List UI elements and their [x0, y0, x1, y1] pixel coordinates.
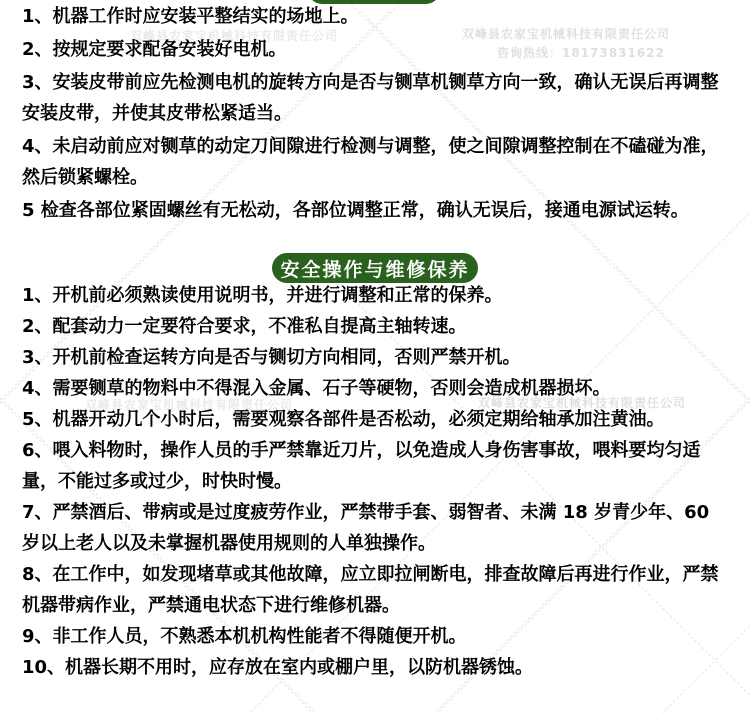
instruction-item: 9、非工作人员，不熟悉本机机构性能者不得随便开机。 — [22, 626, 467, 647]
instruction-item: 5 检查各部位紧固螺丝有无松动，各部位调整正常，确认无误后，接通电源试运转。 — [22, 200, 689, 221]
instruction-item: 1、机器工作时应安装平整结实的场地上。 — [22, 6, 359, 27]
instruction-item: 3、安装皮带前应先检测电机的旋转方向是否与铡草机铡草方向一致，确认无误后再调整安装皮带，并使其皮带松紧适当。 — [22, 72, 719, 124]
instruction-item: 1、开机前必须熟读使用说明书，并进行调整和正常的保养。 — [22, 285, 503, 306]
watermark-company-name: 双峰县农家宝机械科技有限责任公司 — [462, 27, 671, 41]
instruction-item: 4、未启动前应对铡草的动定刀间隙进行检测与调整，使之间隙调整控制在不磕碰为准，然后锁紧螺栓。 — [22, 136, 719, 188]
watermark-company-name: 双峰县农家宝机械科技有限责任公司 — [478, 396, 687, 410]
instruction-item: 6、喂入料物时，操作人员的手严禁靠近刀片，以免造成人身伤害事故，喂料要均匀适量，不能过多或过少，时快时慢。 — [22, 440, 701, 492]
instruction-item: 5、机器开动几个小时后，需要观察各部件是否松动，必须定期给轴承加注黄油。 — [22, 409, 665, 430]
watermark-hotline: 咨询热线：18173831622 — [497, 46, 665, 60]
instruction-item: 4、需要铡草的物料中不得混入金属、石子等硬物，否则会造成机器损坏。 — [22, 378, 611, 399]
instruction-item: 10、机器长期不用时，应存放在室内或棚户里，以防机器锈蚀。 — [22, 657, 534, 678]
safety-maintenance-list — [22, 280, 722, 683]
instruction-item: 7、严禁酒后、带病或是过度疲劳作业，严禁带手套、弱智者、未满 18 岁青少年、60 岁以上老人以及未掌握机器使用规则的人单独操作。 — [22, 502, 710, 554]
instruction-item: 3、开机前检查运转方向是否与铡切方向相同，否则严禁开机。 — [22, 347, 521, 368]
section-title-text: 安全操作与维修保养 — [280, 258, 470, 281]
instruction-item: 2、按规定要求配备安装好电机。 — [22, 39, 287, 60]
installation-instructions-list — [22, 1, 722, 228]
instruction-item: 8、在工作中，如发现堵草或其他故障，应立即拉闸断电，排查故障后再进行作业，严禁机器带病作业，严禁通电状态下进行维修机器。 — [22, 564, 719, 616]
instruction-item: 2、配套动力一定要符合要求，不准私自提高主轴转速。 — [22, 316, 467, 337]
watermark-company-name: 双峰县农家宝机械科技有限责任公司 — [130, 29, 339, 43]
section-title-banner — [272, 253, 478, 283]
watermark-company-name: 双峰县农家宝机械科技有限责任公司 — [85, 398, 294, 412]
